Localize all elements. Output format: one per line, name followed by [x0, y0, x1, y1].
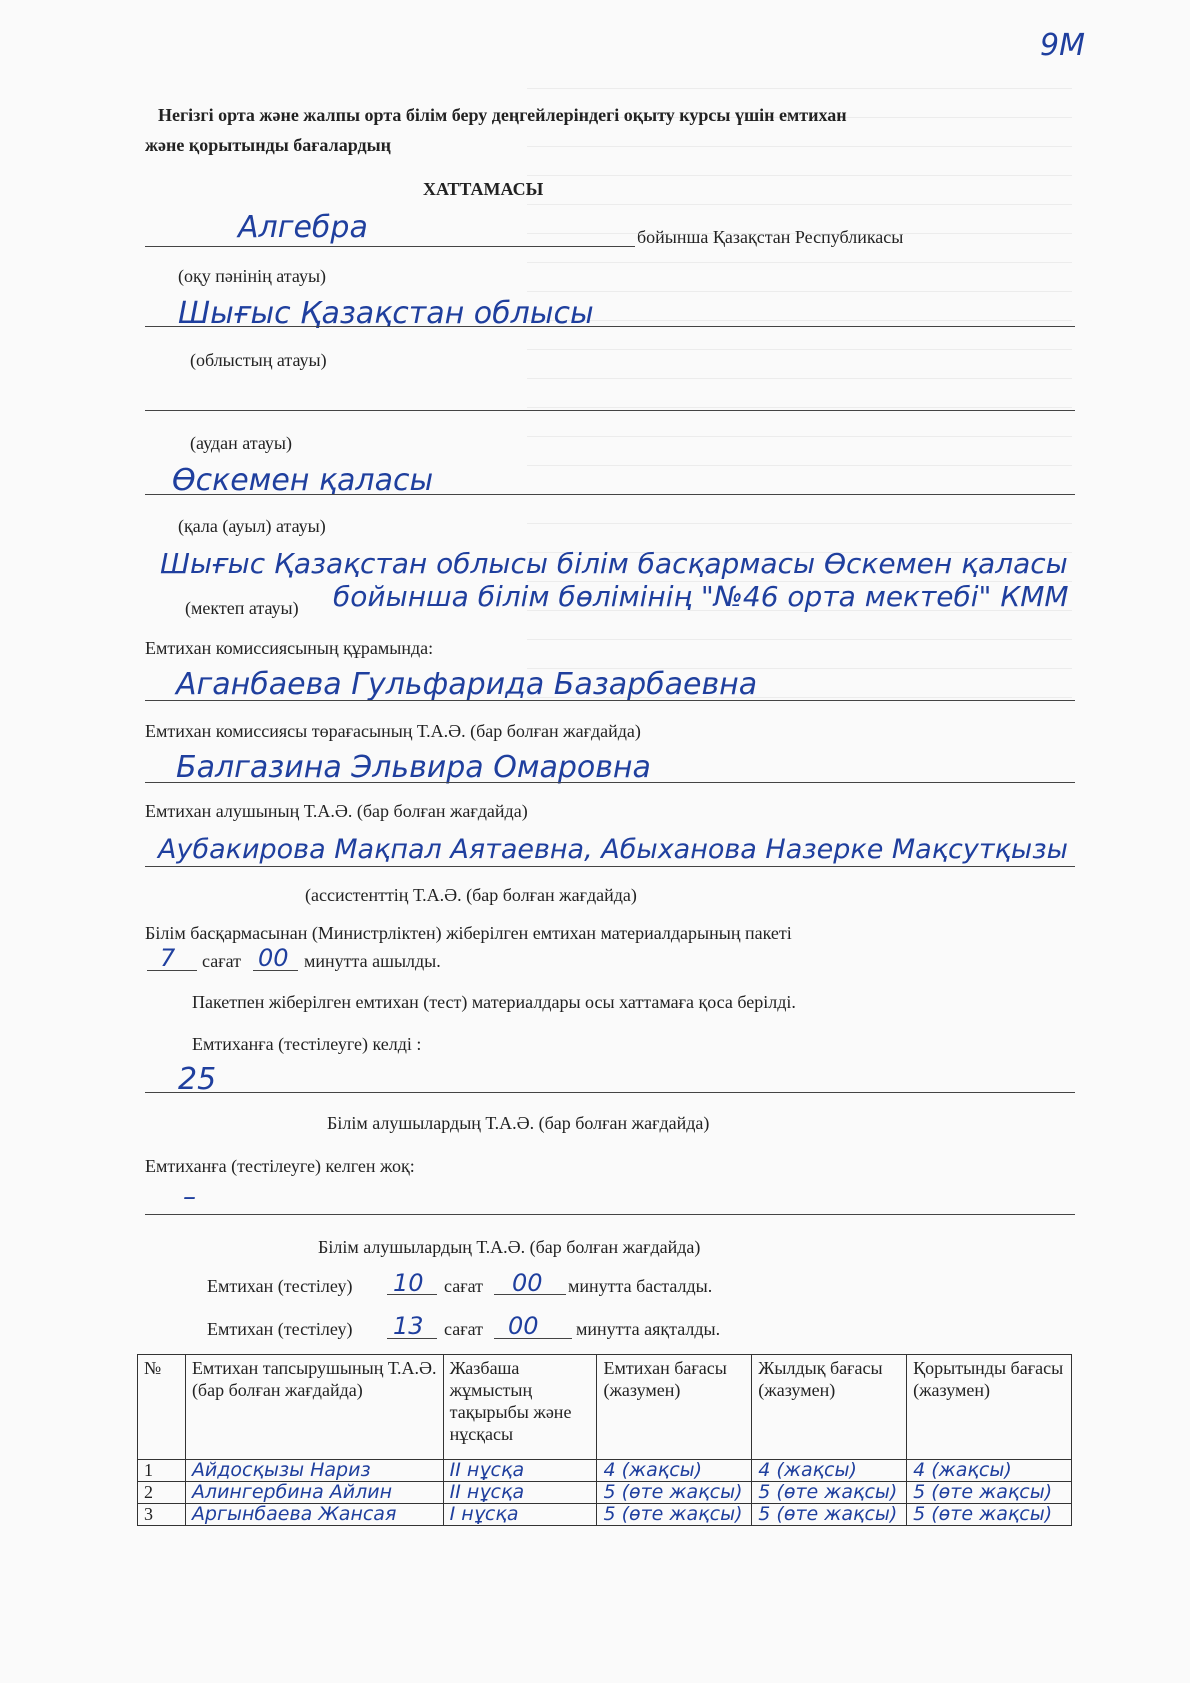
city-underline	[145, 494, 1075, 495]
came-label: Емтиханға (тестілеуге) келді :	[192, 1034, 422, 1054]
package-minute-underline	[253, 970, 298, 971]
package-hour-word: сағат	[202, 951, 241, 971]
header-written-work: Жазбаша жұмыстың тақырыбы және нұсқасы	[443, 1355, 597, 1460]
start-hour-underline	[387, 1294, 437, 1295]
grades-table	[137, 1354, 1072, 1526]
city-caption: (қала (ауыл) атауы)	[178, 516, 326, 536]
district-underline	[145, 410, 1075, 411]
student-name: Айдосқызы Нариз	[185, 1460, 443, 1482]
exam-grade: 4 (жақсы)	[597, 1460, 752, 1482]
heading-line-2: және қорытынды бағалардың	[145, 135, 391, 155]
package-hour-underline	[147, 970, 197, 971]
city-value: Өскемен қаласы	[172, 463, 434, 498]
chair-underline	[145, 700, 1075, 701]
student-name: Алингербина Айлин	[185, 1482, 443, 1504]
heading-line-1: Негізгі орта және жалпы орта білім беру деңгейлеріндегі оқыту курсы үшін емтихан	[158, 105, 847, 125]
subject-caption: (оқу пәнінің атауы)	[178, 266, 327, 286]
package-minute: 00	[258, 944, 289, 972]
school-caption: (мектеп атауы)	[185, 598, 299, 618]
header-student-name: Емтихан тапсырушының Т.А.Ә. (бар болған жағдайда)	[185, 1355, 443, 1460]
table-row	[138, 1504, 1072, 1526]
chair-caption: Емтихан комиссиясы төрағасының Т.А.Ә. (бар болған жағдайда)	[145, 721, 641, 741]
subject-suffix: бойынша Қазақстан Республикасы	[637, 227, 904, 247]
row-number: 1	[138, 1460, 186, 1482]
final-grade: 5 (өте жақсы)	[907, 1504, 1072, 1526]
end-text: минутта аяқталды.	[576, 1319, 721, 1339]
end-minute-underline	[494, 1338, 572, 1339]
assistants-underline	[145, 866, 1075, 867]
commission-label: Емтихан комиссиясының құрамында:	[145, 638, 434, 658]
region-caption: (облыстың атауы)	[190, 350, 327, 370]
region-value: Шығыс Қазақстан облысы	[178, 296, 594, 331]
district-caption: (аудан атауы)	[190, 433, 292, 453]
corner-mark: 9M	[1040, 28, 1085, 63]
start-hour: 10	[393, 1269, 424, 1297]
examiner-name: Балгазина Эльвира Омаровна	[176, 750, 651, 785]
header-final-grade: Қорытынды бағасы (жазумен)	[907, 1355, 1072, 1460]
student-name: Аргынбаева Жансая	[185, 1504, 443, 1526]
start-minute-underline	[494, 1294, 566, 1295]
table-row	[138, 1482, 1072, 1504]
header-exam-grade: Емтихан бағасы (жазумен)	[597, 1355, 752, 1460]
annual-grade: 5 (өте жақсы)	[752, 1482, 907, 1504]
assistants-caption: (ассистенттің Т.А.Ә. (бар болған жағдайда)	[305, 885, 637, 905]
end-hour: 13	[393, 1312, 424, 1340]
start-text: минутта басталды.	[568, 1276, 713, 1296]
row-number: 3	[138, 1504, 186, 1526]
package-attached-text: Пакетпен жіберілген емтихан (тест) материалдары осы хаттамаға қоса берілді.	[192, 992, 796, 1012]
absent-value: –	[183, 1182, 196, 1212]
exam-grade: 5 (өте жақсы)	[597, 1504, 752, 1526]
row-number: 2	[138, 1482, 186, 1504]
header-number: №	[138, 1355, 186, 1460]
assistants-names: Аубакирова Мақпал Аятаевна, Абыханова Назерке Мақсутқызы	[158, 834, 1068, 865]
end-label: Емтихан (тестілеу)	[207, 1319, 353, 1339]
came-underline	[145, 1092, 1075, 1093]
end-minute: 00	[508, 1312, 539, 1340]
annual-grade: 4 (жақсы)	[752, 1460, 907, 1482]
absent-caption: Білім алушылардың Т.А.Ә. (бар болған жағдайда)	[318, 1237, 701, 1257]
examiner-underline	[145, 782, 1075, 783]
end-hour-word: сағат	[444, 1319, 483, 1339]
header-annual-grade: Жылдық бағасы (жазумен)	[752, 1355, 907, 1460]
document-title: ХАТТАМАСЫ	[423, 179, 544, 199]
came-caption: Білім алушылардың Т.А.Ә. (бар болған жағдайда)	[327, 1113, 710, 1133]
start-hour-word: сағат	[444, 1276, 483, 1296]
table-header-row	[138, 1355, 1072, 1460]
package-hour: 7	[160, 944, 176, 972]
start-minute: 00	[512, 1269, 543, 1297]
school-value-line-2: бойынша білім бөлімінің "№46 орта мектебі" КММ	[333, 580, 1069, 613]
subject-value: Алгебра	[238, 210, 368, 245]
came-count: 25	[178, 1062, 217, 1097]
absent-label: Емтиханға (тестілеуге) келген жоқ:	[145, 1156, 415, 1176]
exam-grade: 5 (өте жақсы)	[597, 1482, 752, 1504]
school-value-line-1: Шығыс Қазақстан облысы білім басқармасы Өскемен қаласы	[160, 547, 1068, 580]
table-row	[138, 1460, 1072, 1482]
variant: I нұсқа	[443, 1504, 597, 1526]
variant: II нұсқа	[443, 1460, 597, 1482]
examiner-caption: Емтихан алушының Т.А.Ә. (бар болған жағдайда)	[145, 801, 528, 821]
package-text: Білім басқармасынан (Министрліктен) жіберілген емтихан материалдарының пакеті	[145, 923, 792, 943]
final-grade: 4 (жақсы)	[907, 1460, 1072, 1482]
chair-name: Аганбаева Гульфарида Базарбаевна	[176, 667, 758, 702]
final-grade: 5 (өте жақсы)	[907, 1482, 1072, 1504]
annual-grade: 5 (өте жақсы)	[752, 1504, 907, 1526]
variant: II нұсқа	[443, 1482, 597, 1504]
absent-underline	[145, 1214, 1075, 1215]
region-underline	[145, 326, 1075, 327]
start-label: Емтихан (тестілеу)	[207, 1276, 353, 1296]
end-hour-underline	[387, 1338, 437, 1339]
subject-underline	[145, 246, 635, 247]
package-minute-text: минутта ашылды.	[304, 951, 441, 971]
